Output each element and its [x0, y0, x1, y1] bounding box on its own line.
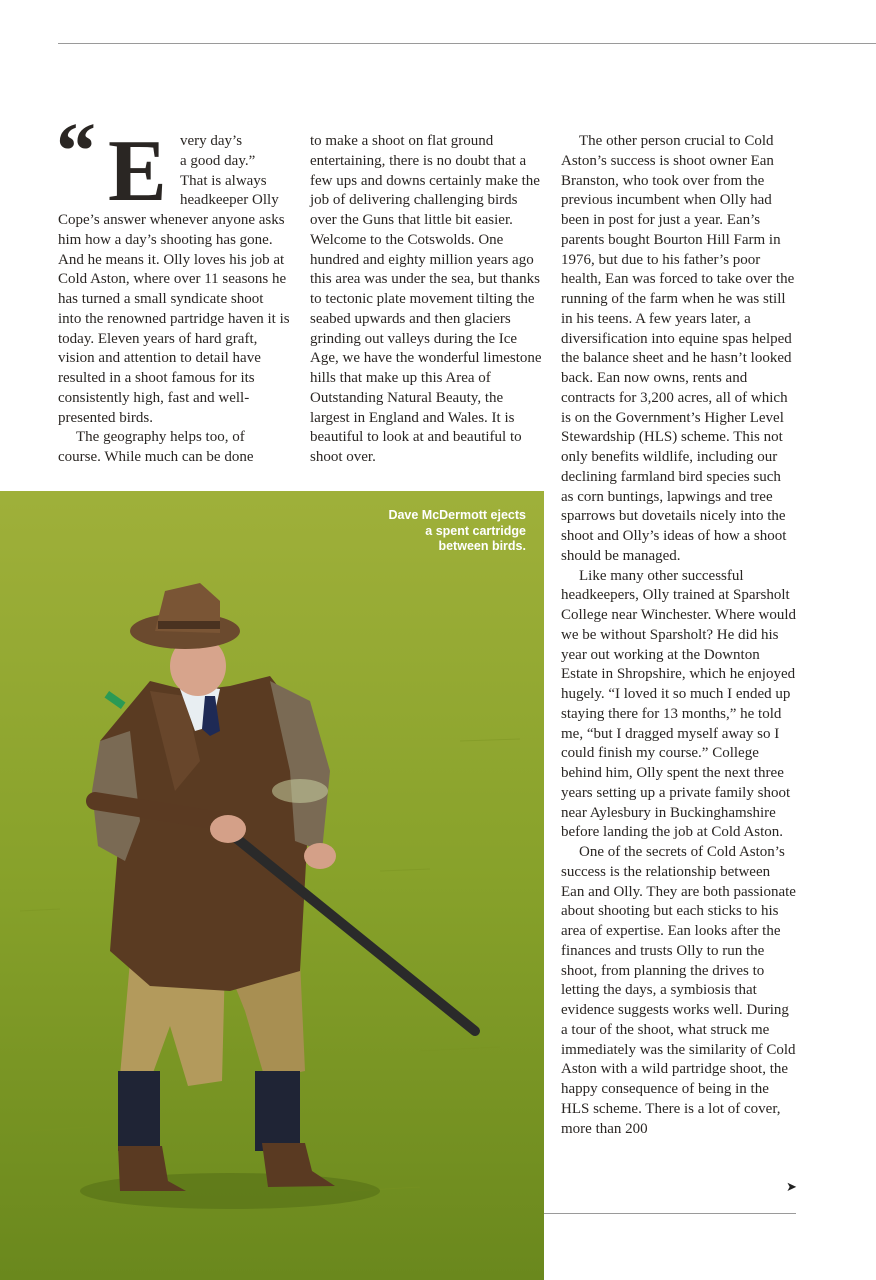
lead-line: headkeeper Olly	[180, 192, 279, 209]
column-3	[561, 132, 797, 1139]
photo-illustration	[0, 491, 544, 1280]
arrow-right-icon: ➤	[786, 1180, 797, 1195]
lead-line: a good day.”	[180, 152, 256, 169]
paragraph: to make a shoot on flat ground entertaining, there is no doubt that a few ups and downs certainly make the job of delivering challenging birds over the Guns that little bit easier. Welcome to the Cotswolds. One hundred and eighty million years ago this area was under the sea, but thanks to tectonic plate movement tilting the seabed upwards and then glaciers grinding out valleys during the Ice Age, we have the wonderful limestone hills that make up this Area of Outstanding Natural Beauty, the largest in England and Wales. It is beautiful to look at and beautiful to shoot over.	[310, 133, 542, 465]
open-quote-mark: “	[56, 108, 96, 196]
column-2	[310, 132, 546, 468]
lead-line: That is always	[180, 172, 267, 189]
paragraph: The other person crucial to Cold Aston’s success is shoot owner Ean Branston, who took over from the previous incumbent when Olly had been in post for just a year. Ean’s parents bought Bourton Hill Farm in 1976, but due to his father’s poor health, Ean was forced to take over the running of the farm when he was still in his teens. A few years later, a diversification into equine spas helped the balance sheet and he hasn’t looked back. Ean now owns, rents and contracts for 3,200 acres, all of which is on the Government’s Higher Level Stewardship (HLS) scheme. This not only benefits wildlife, including our declining farmland bird species such as corn buntings, lapwings and tree sparrows but dovetails nicely into the shoot and Olly’s ideas of how a shoot should be managed.	[561, 133, 795, 564]
photo-gamekeeper	[0, 491, 544, 1280]
column-1	[58, 132, 290, 468]
photo-caption: Dave McDermott ejects a spent cartridge between birds.	[388, 508, 526, 553]
paragraph: One of the secrets of Cold Aston’s success is the relationship between Ean and Olly. They are both passionate about shooting but each sticks to his area of expertise. Ean looks after the finances and trusts Olly to run the shoot, from planning the drives to letting the days, a symbiosis that evidence suggests works well. During a tour of the shoot, what struck me immediately was the similarity of Cold Aston with a wild partridge shoot, the happy consequence of being in the HLS scheme. There is a lot of cover, more than 200	[561, 844, 796, 1137]
paragraph: Like many other successful headkeepers, Olly trained at Sparsholt College near Winchester. Where would we be without Sparsholt? He did his year out working at the Downton Estate in Shropshire, which he enjoyed hugely. “I loved it so much I ended up staying there for 13 months,” he told me, “but I dragged myself away so I could finish my course.” College behind him, Olly spent the next three years setting up a private family shoot near Aylesbury in Buckinghamshire before landing the job at Cold Aston.	[561, 567, 797, 841]
paragraph: The geography helps too, of course. While much can be done	[58, 429, 254, 465]
drop-cap: E	[108, 123, 167, 220]
paragraph: Cope’s answer whenever anyone asks him how a day’s shooting has gone. And he means it. Olly loves his job at Cold Aston, where over 11 seasons he has turned a small syndicate shoot into the renowned partridge haven it is today. Eleven years of hard graft, vision and attention to detail have resulted in a shoot famous for its consistently high, fast and well-presented birds.	[58, 212, 290, 426]
top-rule	[58, 43, 876, 44]
bottom-rule	[544, 1213, 796, 1214]
lead-line: very day’s	[180, 133, 243, 149]
